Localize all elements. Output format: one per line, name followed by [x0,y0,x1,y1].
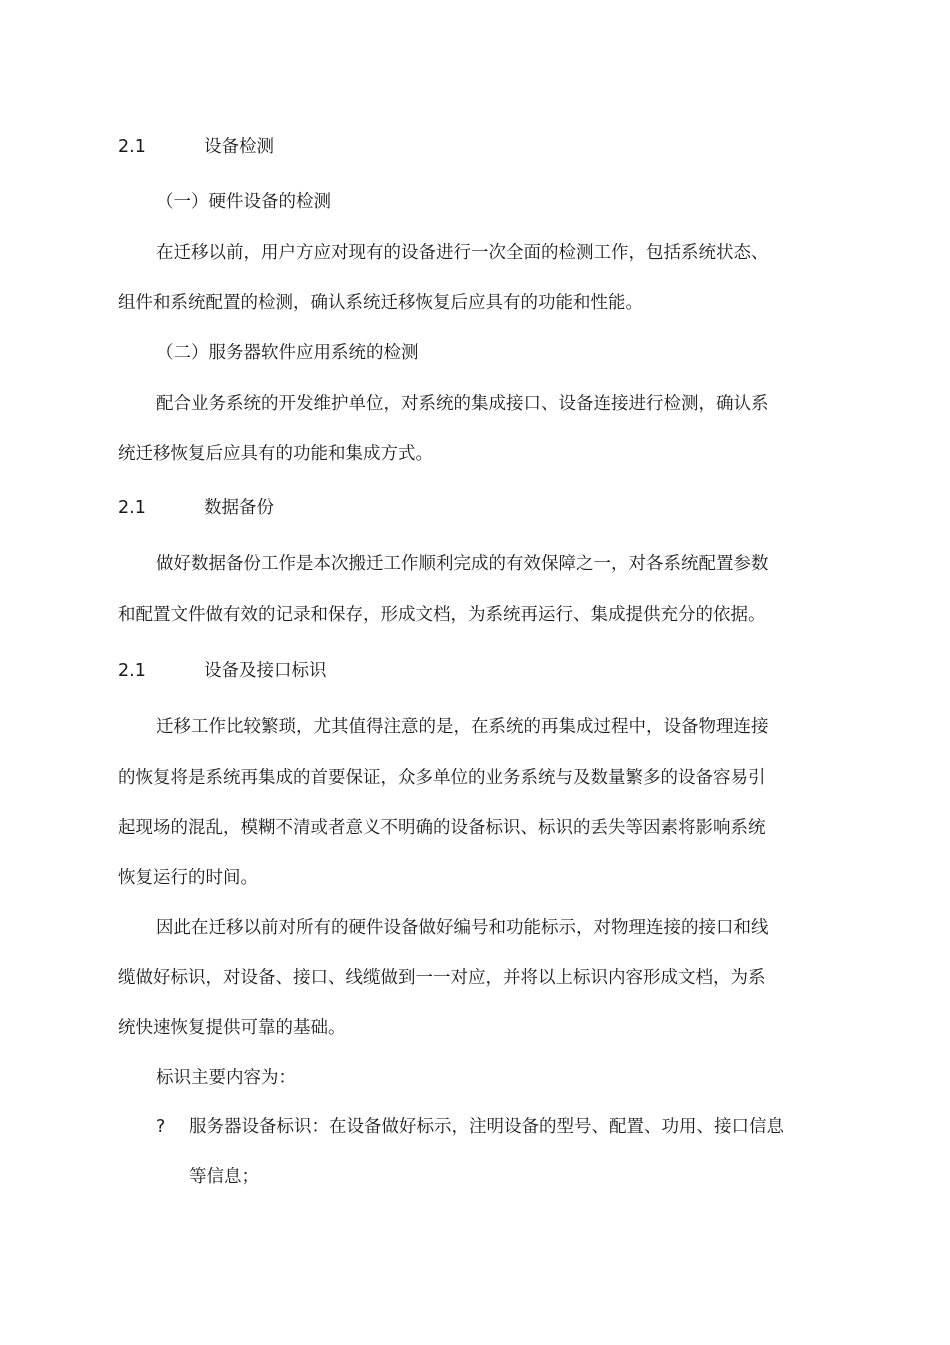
section-title: 设备及接口标识 [204,661,327,681]
section-number: 2.1 [118,498,146,518]
paragraph-line: 在迁移以前，用户方应对现有的设备进行一次全面的检测工作，包括系统状态、 [156,243,769,263]
section-title: 数据备份 [204,498,274,518]
paragraph-line: 配合业务系统的开发维护单位，对系统的集成接口、设备连接进行检测，确认系 [156,394,769,414]
section-number: 2.1 [118,137,146,157]
list-intro: 标识主要内容为： [156,1068,296,1088]
bullet-line: 服务器设备标识：在设备做好标示，注明设备的型号、配置、功用、接口信息 [189,1117,784,1137]
paragraph-line: 起现场的混乱，模糊不清或者意义不明确的设备标识、标识的丢失等因素将影响系统 [118,818,766,838]
paragraph-line: 统快速恢复提供可靠的基础。 [118,1018,346,1038]
paragraph-line: 统迁移恢复后应具有的功能和集成方式。 [118,444,433,464]
paragraph-line: 因此在迁移以前对所有的硬件设备做好编号和功能标示，对物理连接的接口和线 [156,918,769,938]
paragraph-line: 迁移工作比较繁琐，尤其值得注意的是，在系统的再集成过程中，设备物理连接 [156,717,769,737]
section-number: 2.1 [118,661,146,681]
bullet-line: 等信息； [189,1167,259,1187]
paragraph-line: 恢复运行的时间。 [118,868,258,888]
paragraph-line: 和配置文件做有效的记录和保存，形成文档，为系统再运行、集成提供充分的依据。 [118,605,766,625]
section-title: 设备检测 [204,137,274,157]
paragraph-line: 做好数据备份工作是本次搬迁工作顺利完成的有效保障之一，对各系统配置参数 [156,554,769,574]
paragraph-line: 缆做好标识，对设备、接口、线缆做到一一对应，并将以上标识内容形成文档，为系 [118,968,766,988]
paragraph-line: 组件和系统配置的检测，确认系统迁移恢复后应具有的功能和性能。 [118,293,643,313]
subsection-title: （一）硬件设备的检测 [156,192,331,212]
bullet-marker: ? [156,1117,166,1137]
paragraph-line: 的恢复将是系统再集成的首要保证，众多单位的业务系统与及数量繁多的设备容易引 [118,768,766,788]
subsection-title: （二）服务器软件应用系统的检测 [156,343,419,363]
